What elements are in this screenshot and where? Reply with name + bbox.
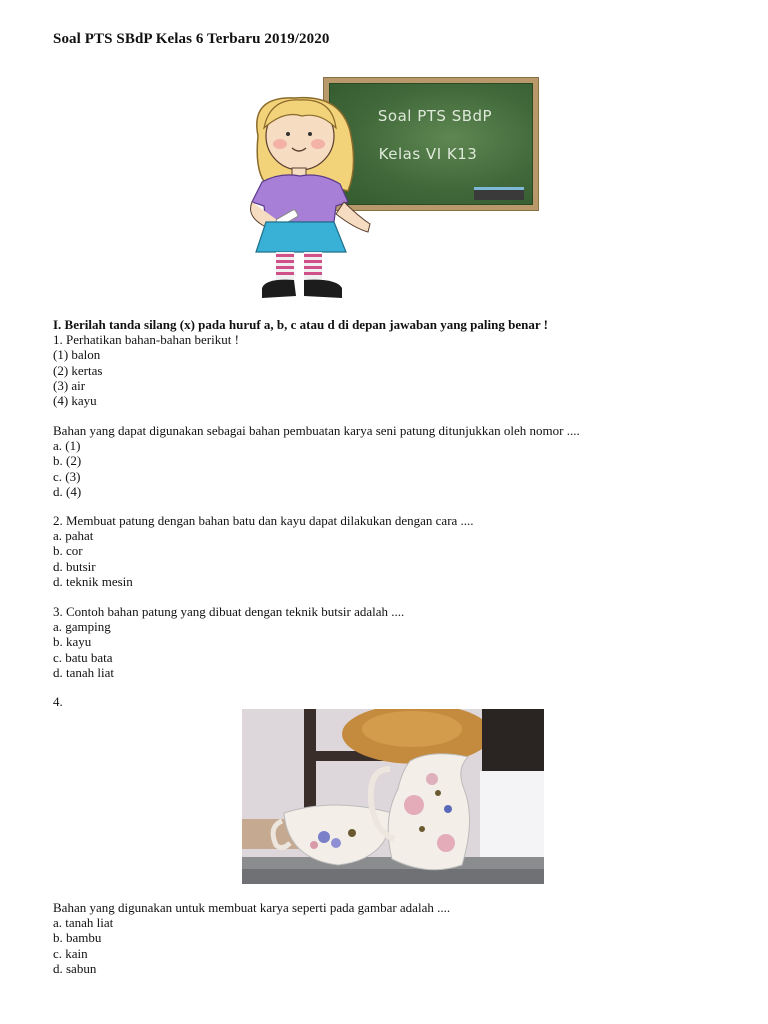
eraser-icon	[474, 187, 524, 200]
q2-option: d. teknik mesin	[53, 573, 133, 589]
q1-option: a. (1)	[53, 438, 81, 454]
q3-option: b. kayu	[53, 634, 92, 650]
q3-option: a. gamping	[53, 619, 111, 635]
instruction-text: I. Berilah tanda silang (x) pada huruf a, b, c atau d di depan jawaban yang paling benar !	[53, 317, 548, 332]
question-2-prompt: 2. Membuat patung dengan bahan batu dan kayu dapat dilakukan dengan cara ....	[53, 513, 474, 528]
q1-item: (4) kayu	[53, 393, 97, 409]
page-title: Soal PTS SBdP Kelas 6 Terbaru 2019/2020	[53, 31, 330, 47]
q1-item: (1) balon	[53, 347, 101, 363]
q2-option: a. pahat	[53, 528, 94, 544]
q1-option: c. (3)	[53, 468, 81, 484]
header-illustration	[240, 76, 550, 304]
q3-option: d. tanah liat	[53, 664, 115, 680]
question-1-prompt-block	[53, 423, 580, 499]
question-2-block	[53, 513, 474, 589]
question-1-block	[53, 317, 548, 408]
q2-option: d. butsir	[53, 558, 96, 574]
q4-option: c. kain	[53, 945, 88, 961]
q1-option: b. (2)	[53, 453, 82, 469]
q4-option: b. bambu	[53, 930, 102, 946]
q3-option: c. batu bata	[53, 649, 113, 665]
question-3-prompt: 3. Contoh bahan patung yang dibuat dengan teknik butsir adalah ....	[53, 604, 405, 619]
girl-cartoon-icon	[240, 76, 380, 304]
q4-option: d. sabun	[53, 960, 97, 976]
q1-item: (3) air	[53, 377, 86, 393]
question-4-number: 4.	[53, 694, 63, 709]
q1-item: (2) kertas	[53, 362, 103, 378]
question-3-block	[53, 604, 404, 680]
ceramic-pitcher-photo	[242, 709, 544, 884]
q2-option: b. cor	[53, 543, 83, 559]
question-1-intro: 1. Perhatikan bahan-bahan berikut !	[53, 332, 239, 348]
chalkboard-text-line1: Soal PTS SBdP	[377, 107, 493, 125]
q1-option: d. (4)	[53, 483, 82, 499]
q4-option: a. tanah liat	[53, 915, 114, 931]
question-4-prompt: Bahan yang digunakan untuk membuat karya seperti pada gambar adalah ....	[53, 900, 451, 915]
chalkboard-text-line2: Kelas VI K13	[378, 145, 478, 163]
question-1-prompt: Bahan yang dapat digunakan sebagai bahan pembuatan karya seni patung ditunjukkan oleh nomor ....	[53, 423, 580, 438]
question-4-block	[53, 900, 450, 976]
